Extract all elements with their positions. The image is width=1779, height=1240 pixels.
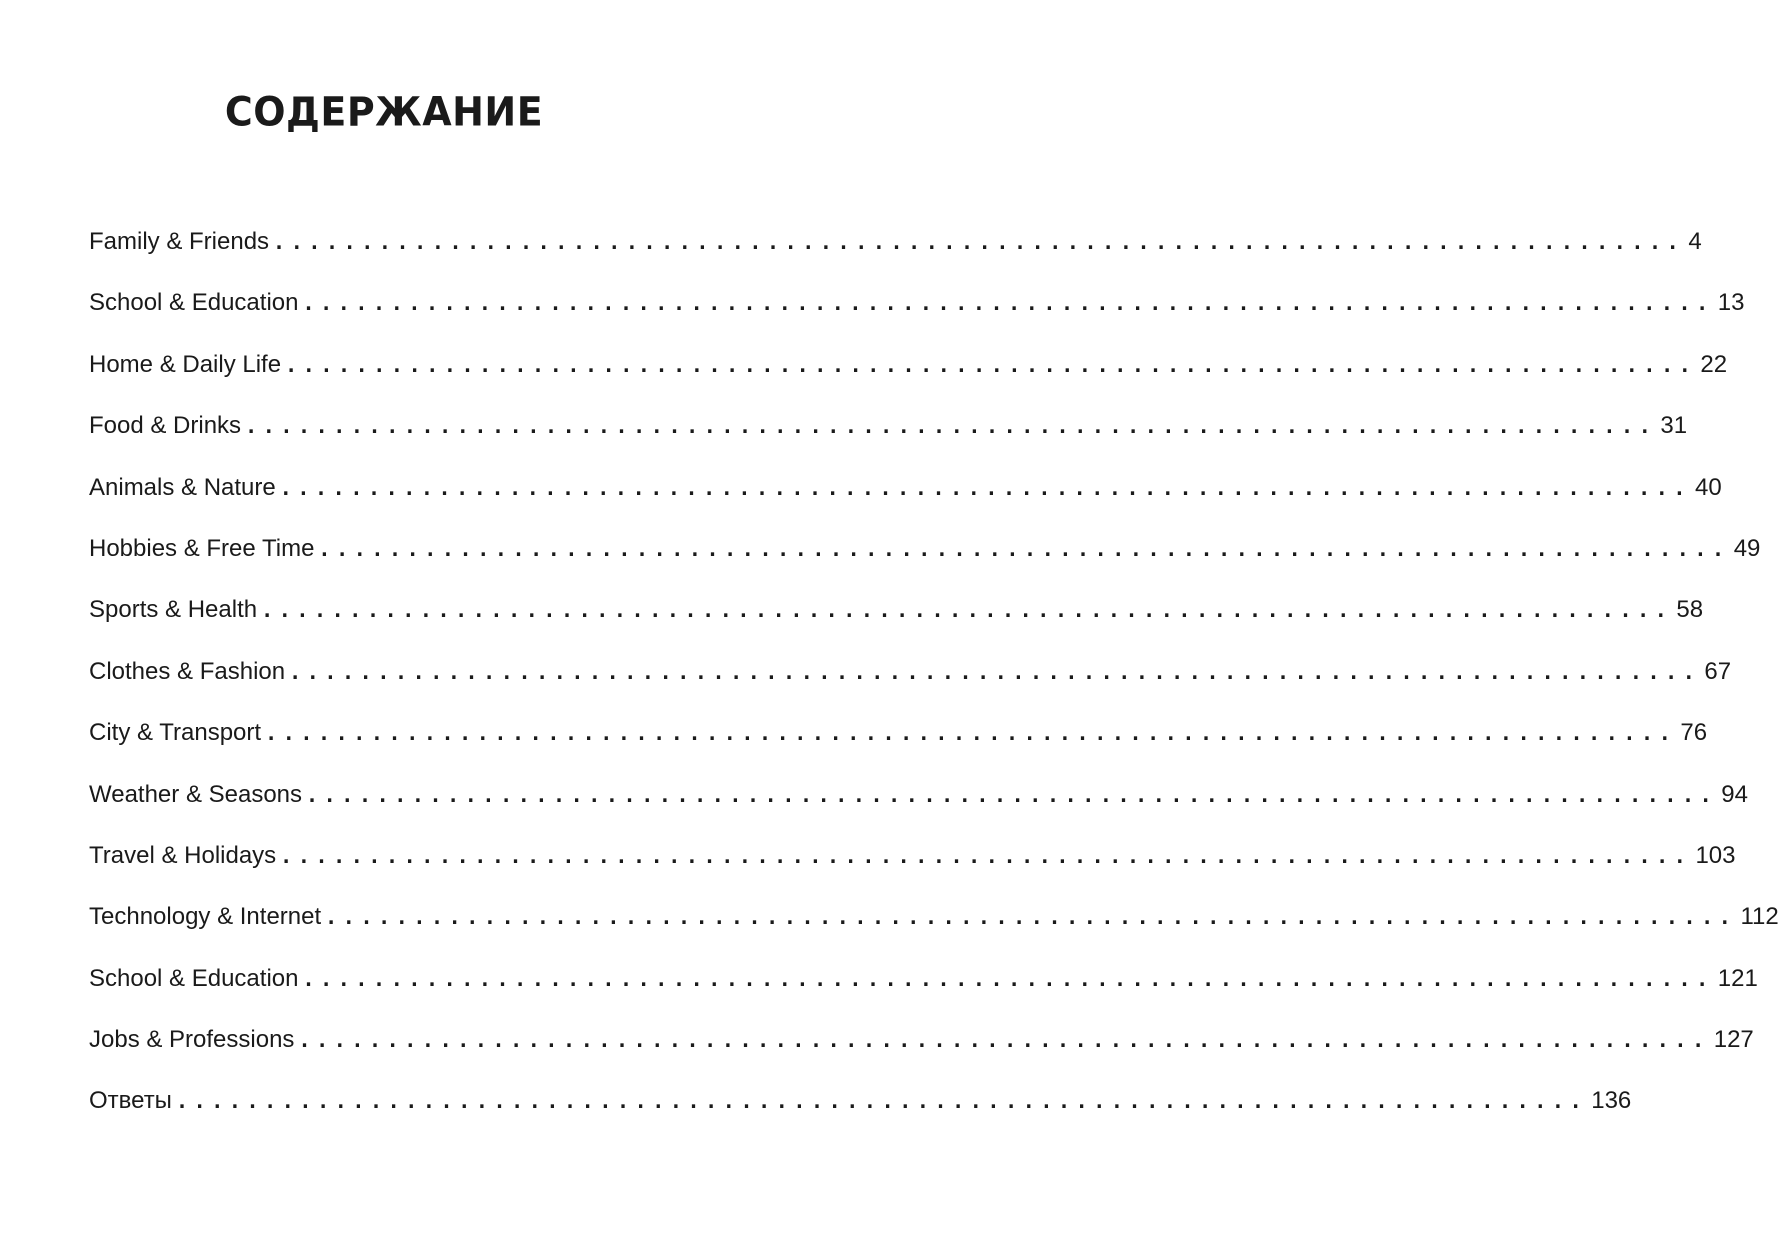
toc-entry[interactable] — [89, 775, 1748, 836]
toc-entry-page: 31 — [1660, 412, 1688, 440]
toc-entry-title: Jobs & Professions — [89, 1026, 295, 1054]
dot-leader: ................................................................................ — [245, 414, 1657, 439]
toc-entry-title: Food & Drinks — [89, 412, 242, 440]
toc-entry-title: Weather & Seasons — [89, 780, 303, 808]
toc-entry[interactable] — [89, 529, 1761, 590]
toc-entry[interactable] — [89, 1020, 1754, 1081]
dot-leader: ................................................................................ — [279, 475, 1692, 500]
toc-entry-title: Technology & Internet — [89, 903, 322, 931]
toc-entry-page: 121 — [1717, 964, 1758, 992]
toc-entry-title: Hobbies & Free Time — [89, 534, 315, 562]
toc-entry-page: 76 — [1680, 719, 1708, 747]
toc-entry-title: School & Education — [89, 289, 299, 317]
toc-entry-title: Family & Friends — [89, 228, 270, 255]
dot-leader: ................................................................................ — [302, 966, 1714, 991]
toc-entry-title: Animals & Nature — [89, 473, 276, 501]
dot-leader: ................................................................................ — [302, 291, 1714, 316]
toc-entry-page: 127 — [1713, 1026, 1754, 1054]
dot-leader: ................................................................................ — [318, 536, 1730, 561]
toc-entry-page: 4 — [1688, 228, 1702, 255]
toc-entry[interactable] — [89, 406, 1688, 467]
toc-entry[interactable] — [89, 959, 1758, 1020]
toc-entry-title: School & Education — [89, 964, 299, 992]
toc-entry-page: 58 — [1676, 596, 1704, 624]
toc-entry-title: Home & Daily Life — [89, 350, 282, 378]
toc-entry[interactable] — [89, 283, 1745, 344]
toc-entry-title: City & Transport — [89, 719, 262, 747]
toc-entry[interactable] — [89, 468, 1722, 529]
toc-entry-page: 67 — [1704, 657, 1732, 685]
toc-entry-page: 103 — [1695, 841, 1736, 869]
toc-entry-page: 112 — [1740, 903, 1779, 931]
toc-entry[interactable] — [89, 590, 1704, 651]
toc-entry-title: Ответы — [89, 1087, 172, 1115]
dot-leader: ................................................................................ — [175, 1089, 1588, 1114]
toc-entry[interactable] — [89, 1081, 1632, 1142]
dot-leader: ................................................................................ — [325, 905, 1737, 930]
toc-entry-title: Clothes & Fashion — [89, 657, 286, 685]
page-title: СОДЕРЖАНИЕ — [224, 88, 544, 136]
toc-entry-page: 13 — [1717, 289, 1745, 317]
toc-entry[interactable] — [89, 836, 1736, 897]
dot-leader: ................................................................................ — [289, 659, 1701, 684]
toc-entry-title: Sports & Health — [89, 596, 258, 624]
toc-entry-page: 22 — [1700, 350, 1728, 378]
table-of-contents — [89, 222, 1779, 1143]
toc-entry-title: Travel & Holidays — [89, 841, 277, 869]
toc-entry-page: 136 — [1591, 1087, 1632, 1115]
toc-entry-page: 94 — [1721, 780, 1748, 808]
toc-entry-page: 49 — [1733, 534, 1761, 562]
dot-leader: ................................................................................ — [265, 721, 1677, 746]
toc-entry[interactable] — [89, 222, 1702, 283]
dot-leader: ................................................................................ — [280, 843, 1692, 868]
toc-entry[interactable] — [89, 345, 1728, 406]
toc-entry[interactable] — [89, 713, 1708, 774]
toc-entry[interactable] — [89, 652, 1732, 713]
dot-leader: ................................................................................ — [261, 598, 1673, 623]
toc-entry-page: 40 — [1695, 473, 1722, 501]
dot-leader: ................................................................................ — [285, 352, 1697, 377]
dot-leader: ................................................................................ — [273, 230, 1685, 254]
dot-leader: ................................................................................ — [306, 782, 1718, 807]
dot-leader: ................................................................................ — [298, 1028, 1710, 1053]
toc-entry[interactable] — [89, 897, 1779, 958]
